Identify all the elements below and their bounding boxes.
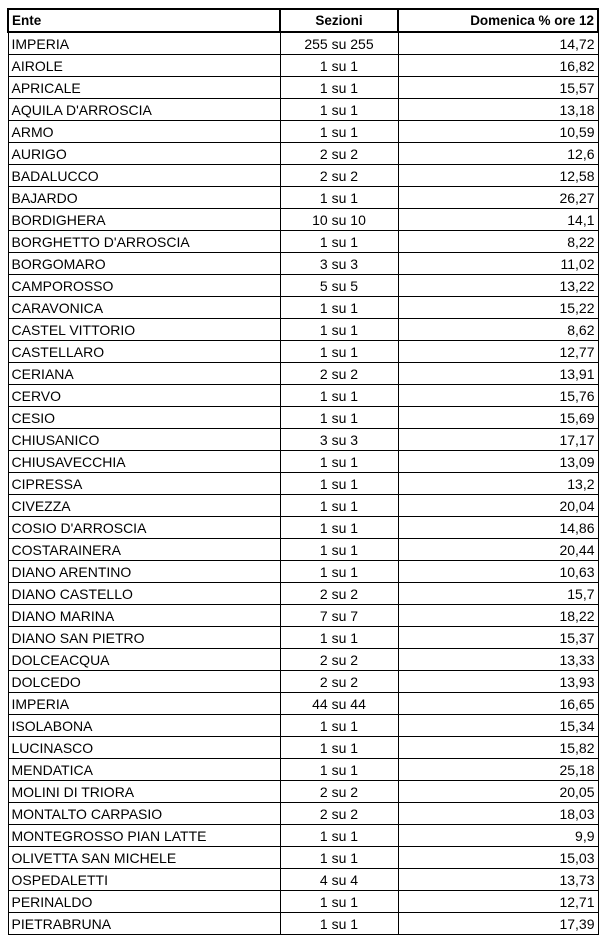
domenica-cell: 15,37 xyxy=(398,627,598,649)
domenica-cell: 8,62 xyxy=(398,319,598,341)
sezioni-cell: 1 su 1 xyxy=(280,187,398,209)
domenica-cell: 13,33 xyxy=(398,649,598,671)
ente-cell: IMPERIA xyxy=(8,693,280,715)
ente-cell: AURIGO xyxy=(8,143,280,165)
table-body xyxy=(8,32,598,935)
domenica-cell: 15,76 xyxy=(398,385,598,407)
sezioni-cell: 2 su 2 xyxy=(280,583,398,605)
sezioni-cell: 1 su 1 xyxy=(280,341,398,363)
sezioni-cell: 2 su 2 xyxy=(280,143,398,165)
sezioni-cell: 1 su 1 xyxy=(280,385,398,407)
ente-cell: CASTEL VITTORIO xyxy=(8,319,280,341)
sezioni-cell: 1 su 1 xyxy=(280,825,398,847)
table-row xyxy=(8,671,598,693)
domenica-cell: 15,34 xyxy=(398,715,598,737)
domenica-cell: 8,22 xyxy=(398,231,598,253)
ente-cell: ARMO xyxy=(8,121,280,143)
ente-cell: MENDATICA xyxy=(8,759,280,781)
table-row xyxy=(8,451,598,473)
table-row xyxy=(8,495,598,517)
table-row xyxy=(8,319,598,341)
ente-cell: CARAVONICA xyxy=(8,297,280,319)
table-row xyxy=(8,253,598,275)
domenica-cell: 12,77 xyxy=(398,341,598,363)
table-row xyxy=(8,825,598,847)
sezioni-cell: 2 su 2 xyxy=(280,803,398,825)
ente-cell: COSIO D'ARROSCIA xyxy=(8,517,280,539)
sezioni-cell: 2 su 2 xyxy=(280,363,398,385)
ente-cell: OSPEDALETTI xyxy=(8,869,280,891)
ente-cell: PERINALDO xyxy=(8,891,280,913)
sezioni-cell: 44 su 44 xyxy=(280,693,398,715)
ente-cell: AQUILA D'ARROSCIA xyxy=(8,99,280,121)
table-row xyxy=(8,847,598,869)
table-row xyxy=(8,143,598,165)
domenica-cell: 10,63 xyxy=(398,561,598,583)
sezioni-cell: 1 su 1 xyxy=(280,847,398,869)
table-row xyxy=(8,77,598,99)
domenica-cell: 20,05 xyxy=(398,781,598,803)
domenica-cell: 15,03 xyxy=(398,847,598,869)
ente-cell: DOLCEACQUA xyxy=(8,649,280,671)
ente-cell: APRICALE xyxy=(8,77,280,99)
header-ente: Ente xyxy=(8,9,280,32)
ente-cell: BAJARDO xyxy=(8,187,280,209)
domenica-cell: 16,82 xyxy=(398,55,598,77)
ente-cell: DIANO CASTELLO xyxy=(8,583,280,605)
sezioni-cell: 1 su 1 xyxy=(280,715,398,737)
sezioni-cell: 5 su 5 xyxy=(280,275,398,297)
domenica-cell: 13,18 xyxy=(398,99,598,121)
sezioni-cell: 2 su 2 xyxy=(280,649,398,671)
sezioni-cell: 255 su 255 xyxy=(280,32,398,55)
ente-cell: MOLINI DI TRIORA xyxy=(8,781,280,803)
sezioni-cell: 1 su 1 xyxy=(280,121,398,143)
sezioni-cell: 1 su 1 xyxy=(280,77,398,99)
ente-cell: DOLCEDO xyxy=(8,671,280,693)
sezioni-cell: 1 su 1 xyxy=(280,55,398,77)
domenica-cell: 15,22 xyxy=(398,297,598,319)
ente-cell: MONTEGROSSO PIAN LATTE xyxy=(8,825,280,847)
domenica-cell: 14,72 xyxy=(398,32,598,55)
table-row xyxy=(8,627,598,649)
domenica-cell: 20,04 xyxy=(398,495,598,517)
ente-cell: CHIUSAVECCHIA xyxy=(8,451,280,473)
ente-cell: COSTARAINERA xyxy=(8,539,280,561)
ente-cell: PIETRABRUNA xyxy=(8,913,280,935)
table-row xyxy=(8,341,598,363)
ente-cell: CHIUSANICO xyxy=(8,429,280,451)
ente-cell: OLIVETTA SAN MICHELE xyxy=(8,847,280,869)
domenica-cell: 13,91 xyxy=(398,363,598,385)
table-row xyxy=(8,759,598,781)
sezioni-cell: 1 su 1 xyxy=(280,495,398,517)
table-row xyxy=(8,803,598,825)
domenica-cell: 14,1 xyxy=(398,209,598,231)
table-row xyxy=(8,693,598,715)
table-row xyxy=(8,385,598,407)
domenica-cell: 15,57 xyxy=(398,77,598,99)
domenica-cell: 15,82 xyxy=(398,737,598,759)
table-row xyxy=(8,55,598,77)
domenica-cell: 12,58 xyxy=(398,165,598,187)
sezioni-cell: 2 su 2 xyxy=(280,781,398,803)
ente-cell: CERVO xyxy=(8,385,280,407)
table-row xyxy=(8,231,598,253)
table-row xyxy=(8,561,598,583)
table-row xyxy=(8,715,598,737)
sezioni-cell: 1 su 1 xyxy=(280,517,398,539)
ente-cell: IMPERIA xyxy=(8,32,280,55)
domenica-cell: 9,9 xyxy=(398,825,598,847)
sezioni-cell: 10 su 10 xyxy=(280,209,398,231)
domenica-cell: 13,73 xyxy=(398,869,598,891)
ente-cell: CASTELLARO xyxy=(8,341,280,363)
sezioni-cell: 2 su 2 xyxy=(280,165,398,187)
sezioni-cell: 1 su 1 xyxy=(280,473,398,495)
sezioni-cell: 1 su 1 xyxy=(280,319,398,341)
table-row xyxy=(8,209,598,231)
domenica-cell: 15,69 xyxy=(398,407,598,429)
ente-cell: LUCINASCO xyxy=(8,737,280,759)
table-row xyxy=(8,539,598,561)
sezioni-cell: 1 su 1 xyxy=(280,99,398,121)
ente-cell: CIPRESSA xyxy=(8,473,280,495)
domenica-cell: 13,2 xyxy=(398,473,598,495)
sezioni-cell: 3 su 3 xyxy=(280,253,398,275)
header-sezioni: Sezioni xyxy=(280,9,398,32)
table-row xyxy=(8,649,598,671)
ente-cell: BADALUCCO xyxy=(8,165,280,187)
ente-cell: DIANO ARENTINO xyxy=(8,561,280,583)
table-row xyxy=(8,407,598,429)
sezioni-cell: 1 su 1 xyxy=(280,451,398,473)
table-row xyxy=(8,429,598,451)
sezioni-cell: 1 su 1 xyxy=(280,297,398,319)
table-row xyxy=(8,583,598,605)
ente-cell: CESIO xyxy=(8,407,280,429)
domenica-cell: 16,65 xyxy=(398,693,598,715)
turnout-sheet xyxy=(7,8,597,935)
turnout-table xyxy=(7,8,599,935)
domenica-cell: 12,71 xyxy=(398,891,598,913)
domenica-cell: 17,17 xyxy=(398,429,598,451)
table-row xyxy=(8,32,598,55)
sezioni-cell: 1 su 1 xyxy=(280,913,398,935)
sezioni-cell: 1 su 1 xyxy=(280,407,398,429)
ente-cell: BORGOMARO xyxy=(8,253,280,275)
table-row xyxy=(8,297,598,319)
domenica-cell: 18,22 xyxy=(398,605,598,627)
domenica-cell: 12,6 xyxy=(398,143,598,165)
domenica-cell: 26,27 xyxy=(398,187,598,209)
ente-cell: CERIANA xyxy=(8,363,280,385)
domenica-cell: 15,7 xyxy=(398,583,598,605)
ente-cell: ISOLABONA xyxy=(8,715,280,737)
table-row xyxy=(8,121,598,143)
sezioni-cell: 1 su 1 xyxy=(280,759,398,781)
domenica-cell: 18,03 xyxy=(398,803,598,825)
domenica-cell: 14,86 xyxy=(398,517,598,539)
table-row xyxy=(8,275,598,297)
header-domenica: Domenica % ore 12 xyxy=(398,9,598,32)
table-row xyxy=(8,99,598,121)
ente-cell: MONTALTO CARPASIO xyxy=(8,803,280,825)
sezioni-cell: 1 su 1 xyxy=(280,561,398,583)
table-row xyxy=(8,737,598,759)
ente-cell: CIVEZZA xyxy=(8,495,280,517)
sezioni-cell: 1 su 1 xyxy=(280,627,398,649)
sezioni-cell: 4 su 4 xyxy=(280,869,398,891)
table-row xyxy=(8,869,598,891)
domenica-cell: 11,02 xyxy=(398,253,598,275)
header-row xyxy=(8,9,598,32)
table-row xyxy=(8,891,598,913)
ente-cell: DIANO MARINA xyxy=(8,605,280,627)
table-row xyxy=(8,165,598,187)
table-row xyxy=(8,605,598,627)
table-row xyxy=(8,363,598,385)
ente-cell: BORGHETTO D'ARROSCIA xyxy=(8,231,280,253)
domenica-cell: 13,22 xyxy=(398,275,598,297)
domenica-cell: 17,39 xyxy=(398,913,598,935)
domenica-cell: 20,44 xyxy=(398,539,598,561)
table-row xyxy=(8,473,598,495)
ente-cell: BORDIGHERA xyxy=(8,209,280,231)
domenica-cell: 13,93 xyxy=(398,671,598,693)
domenica-cell: 13,09 xyxy=(398,451,598,473)
table-row xyxy=(8,781,598,803)
ente-cell: CAMPOROSSO xyxy=(8,275,280,297)
sezioni-cell: 1 su 1 xyxy=(280,737,398,759)
sezioni-cell: 7 su 7 xyxy=(280,605,398,627)
domenica-cell: 25,18 xyxy=(398,759,598,781)
domenica-cell: 10,59 xyxy=(398,121,598,143)
table-row xyxy=(8,187,598,209)
ente-cell: AIROLE xyxy=(8,55,280,77)
sezioni-cell: 1 su 1 xyxy=(280,539,398,561)
sezioni-cell: 1 su 1 xyxy=(280,891,398,913)
table-row xyxy=(8,913,598,935)
sezioni-cell: 2 su 2 xyxy=(280,671,398,693)
table-row xyxy=(8,517,598,539)
sezioni-cell: 3 su 3 xyxy=(280,429,398,451)
sezioni-cell: 1 su 1 xyxy=(280,231,398,253)
ente-cell: DIANO SAN PIETRO xyxy=(8,627,280,649)
